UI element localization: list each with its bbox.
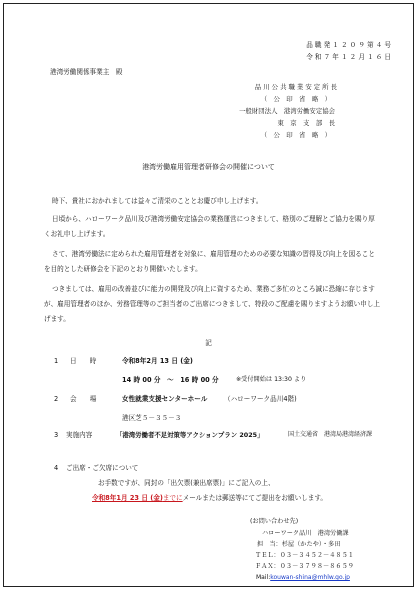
attendance-deadline-line <box>92 495 327 502</box>
sender-line-1: 品 川 公 共 職 業 安 定 所 長 <box>254 83 337 91</box>
contact-org: ハローワーク品川 港湾労働課 <box>262 530 349 537</box>
item-number-3: 3 <box>54 431 59 439</box>
deadline-date: 令和8年1月 23 日 (金) <box>92 494 163 502</box>
paragraph-thanks: 日頃から、ハローワーク品川及び港湾労働安定協会の業務運営につきまして、格別のご理解とご協力を賜り厚くお礼申し上げます。 <box>44 215 375 238</box>
contact-email-link[interactable]: kouwan-shina@mhlw.go.jp <box>270 574 350 581</box>
item-label-datetime: 日 時 <box>70 357 97 365</box>
item-number-4: 4 <box>54 464 59 472</box>
contact-tel: ＴＥＬ：０３－３４５２－４８５１ <box>255 552 354 559</box>
item-label-content: 実施内容 <box>66 431 93 439</box>
contact-heading: (お問い合わせ先) <box>250 518 299 525</box>
deadline-made: までに <box>162 494 183 502</box>
event-time: 14 時 00 分 ～ 16 時 00 分 <box>122 376 219 384</box>
sender-line-2: （ 公 印 省 略 ） <box>260 95 331 103</box>
document-date: 令 和 ７ 年 １ ２ 月 １ ６ 日 <box>306 53 391 61</box>
venue-address: 港区芝５－３５－３ <box>122 414 182 422</box>
venue-name: 女性就業支援センターホール <box>122 395 208 403</box>
event-date: 令和8年2月 13 日 (金) <box>122 357 193 365</box>
content-title: 「港湾労働者不足対策等アクションプラン 2025」 <box>116 431 264 439</box>
item-label-attendance: ご出席・ご欠席について <box>66 464 139 472</box>
paragraph-request: つきましては、雇用の改善並びに能力の開発及び向上に資するため、業務ご多忙のところ誠に恐縮に存じますが、雇用管理者のほか、労務管理等のご担当者のご出席につきまして、特段のご配慮を賜りますようお願い申し上げます。 <box>44 285 381 323</box>
contact-fax: ＦＡＸ：０３－３７９８－８６５９ <box>255 563 354 570</box>
recipient: 港湾労働関係事業主 殿 <box>50 68 123 76</box>
paragraph-greeting: 時下、貴社におかれましては益々ご清栄のこととお慶び申し上げます。 <box>52 197 263 205</box>
venue-note: （ハローワーク品川4階) <box>224 395 297 403</box>
contact-person: 担 当：杉屋（かたや）・多田 <box>257 541 341 548</box>
item-number-1: 1 <box>54 357 59 365</box>
document-number: 品 職 発 １ ２ ０ ９ 第 ４ 号 <box>306 41 391 49</box>
item-label-venue: 会 場 <box>70 395 97 403</box>
ki-heading: 記 <box>205 339 212 347</box>
mail-label: Mail: <box>256 574 271 581</box>
document-title: 港湾労働雇用管理者研修会の開催について <box>142 163 275 171</box>
attendance-instruction: お手数ですが、同封の「出欠票(兼出席票)」にご記入の上、 <box>98 479 275 487</box>
item-number-2: 2 <box>54 395 59 403</box>
content-presenter: 国土交通省 港湾局港湾経済課 <box>288 431 373 438</box>
paragraph-purpose: さて、港湾労働法に定められた雇用管理者を対象に、雇用管理のための必要な知識の習得及び向上を図ることを目的とした研修会を下記のとおり開催いたします。 <box>44 250 375 273</box>
contact-mail-line <box>256 575 350 581</box>
reception-note: ※受付開始は 13:30 より <box>236 376 307 383</box>
sender-line-4: 東 京 支 部 長 <box>277 119 335 127</box>
sender-line-5: （ 公 印 省 略 ） <box>260 131 331 139</box>
deadline-rest: メールまたは郵送等にてご提出をお願いします。 <box>182 494 328 502</box>
sender-line-3: 一般財団法人 港湾労働安定協会 <box>239 107 335 115</box>
